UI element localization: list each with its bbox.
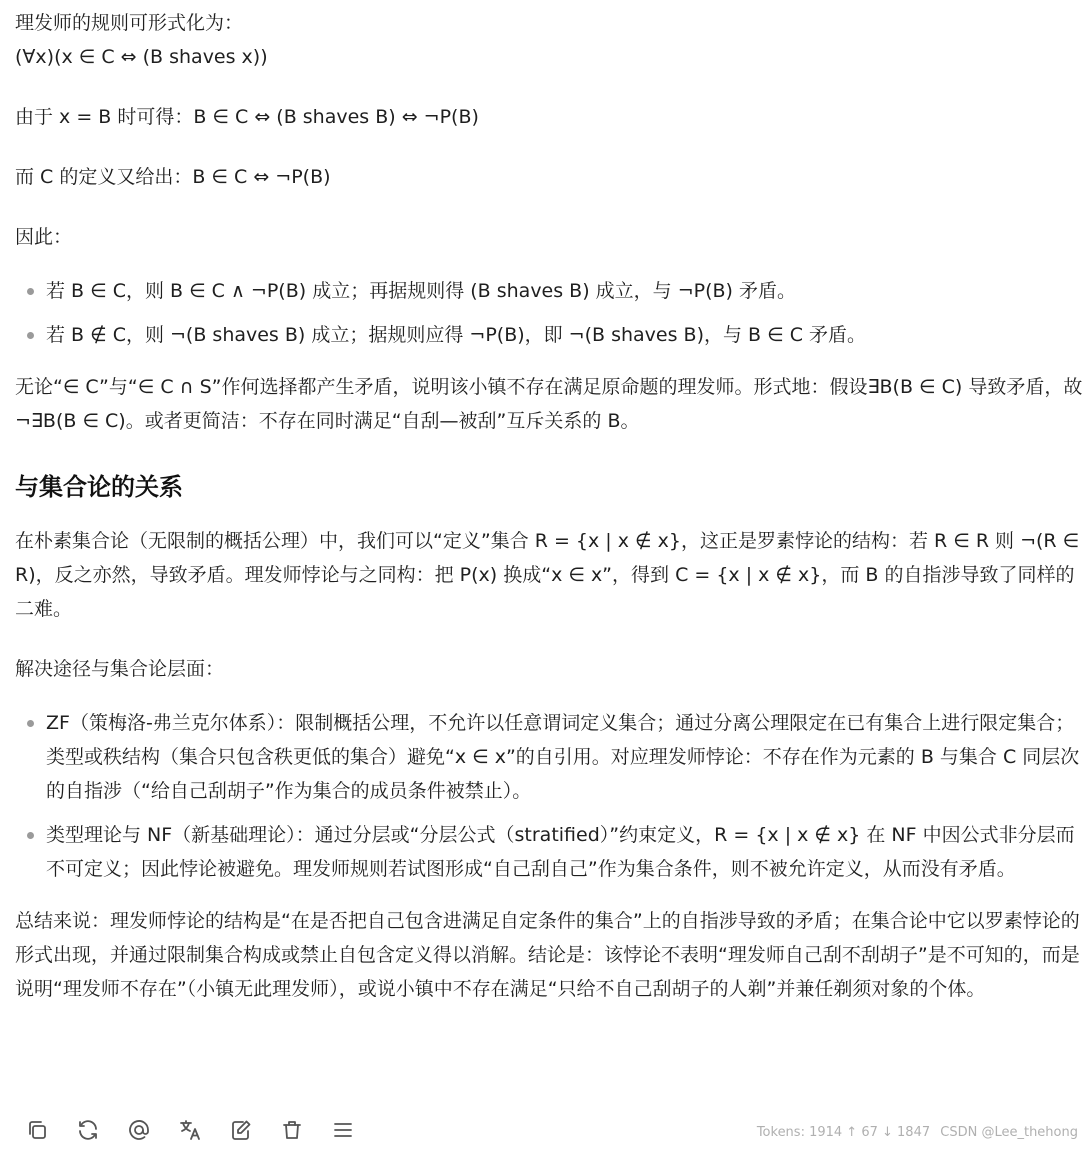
- menu-icon: [331, 1118, 355, 1153]
- case-list: [15, 274, 1083, 352]
- therefore-label: 因此：: [15, 226, 73, 248]
- resolution-list: [15, 706, 1083, 886]
- definition-paragraph: 而 C 的定义又给出：B ∈ C ⇔ ¬P(B): [15, 166, 331, 188]
- edit-button[interactable]: [224, 1118, 258, 1152]
- copy-icon: [25, 1118, 49, 1153]
- regenerate-icon: [76, 1118, 100, 1153]
- list-item: 类型理论与 NF（新基础理论）：通过分层或“分层公式（stratified）”约束定义，R = {x | x ∉ x} 在 NF 中因公式非分层而不可定义；因此悖论被避免。理发师规则若试图形成“自己刮自己”作为集合条件，则不被允许定义，从而没有矛盾。: [15, 818, 1083, 886]
- section-heading: 与集合论的关系: [15, 473, 183, 501]
- token-count-text: Tokens: 1914 ↑ 67 ↓ 1847: [756, 1125, 931, 1140]
- delete-icon: [280, 1118, 304, 1153]
- mention-button[interactable]: [122, 1118, 156, 1152]
- list-item: ZF（策梅洛-弗兰克尔体系）：限制概括公理，不允许以任意谓词定义集合；通过分离公理限定在已有集合上进行限定集合；类型或秩结构（集合只包含秩更低的集合）避免“x ∈ x”的自引用。对应理发师悖论：不存在作为元素的 B 与集合 C 同层次的自指涉（“给自己刮胡子”作为集合的成员条件被禁止）。: [15, 706, 1083, 808]
- token-count: [757, 1123, 1078, 1143]
- watermark-text: CSDN @Lee_thehong: [940, 1125, 1078, 1140]
- conclusion-paragraph: 无论“∈ C”与“∈ C ∩ S”作何选择都产生矛盾，说明该小镇不存在满足原命题的理发师。形式地：假设∃B(B ∈ C) 导致矛盾，故¬∃B(B ∈ C)。或者更简洁：不存在同时满足“自刮—被刮”互斥关系的 B。: [15, 376, 1083, 432]
- resolution-label: 解决途径与集合论层面：: [15, 658, 225, 680]
- delete-button[interactable]: [275, 1118, 309, 1152]
- summary-paragraph: 总结来说：理发师悖论的结构是“在是否把自己包含进满足自定条件的集合”上的自指涉导致的矛盾；在集合论中它以罗素悖论的形式出现，并通过限制集合构成或禁止自包含定义得以消解。结论是：该悖论不表明“理发师自己刮不刮胡子”是不可知的，而是说明“理发师不存在”（小镇无此理发师），或说小镇中不存在满足“只给不自己刮胡子的人剃”并兼任剃须对象的个体。: [15, 910, 1080, 1000]
- list-item: 若 B ∉ C，则 ¬(B shaves B) 成立；据规则应得 ¬P(B)，即 ¬(B shaves B)，与 B ∈ C 矛盾。: [15, 318, 1083, 352]
- translate-button[interactable]: [173, 1118, 207, 1152]
- set-theory-paragraph: 在朴素集合论（无限制的概括公理）中，我们可以“定义”集合 R = {x | x ∉ x}，这正是罗素悖论的结构：若 R ∈ R 则 ¬(R ∈ R)，反之亦然，导致矛盾。理发师悖论与之同构：把 P(x) 换成“x ∈ x”，得到 C = {x | x ∉ x}，而 B 的自指涉导致了同样的二难。: [15, 530, 1080, 620]
- edit-icon: [229, 1118, 253, 1153]
- message-content: [15, 6, 1083, 1006]
- translate-icon: [178, 1118, 202, 1153]
- mention-icon: [127, 1118, 151, 1153]
- regenerate-button[interactable]: [71, 1118, 105, 1152]
- formal-rule-formula: (∀x)(x ∈ C ⇔ (B shaves x)): [15, 46, 268, 68]
- message-toolbar: [20, 1118, 377, 1152]
- derivation-paragraph: 由于 x = B 时可得：B ∈ C ⇔ (B shaves B) ⇔ ¬P(B): [15, 106, 479, 128]
- menu-button[interactable]: [326, 1118, 360, 1152]
- formal-rule-intro: 理发师的规则可形式化为：: [15, 12, 244, 34]
- list-item: 若 B ∈ C，则 B ∈ C ∧ ¬P(B) 成立；再据规则得 (B shaves B) 成立，与 ¬P(B) 矛盾。: [15, 274, 1083, 308]
- copy-button[interactable]: [20, 1118, 54, 1152]
